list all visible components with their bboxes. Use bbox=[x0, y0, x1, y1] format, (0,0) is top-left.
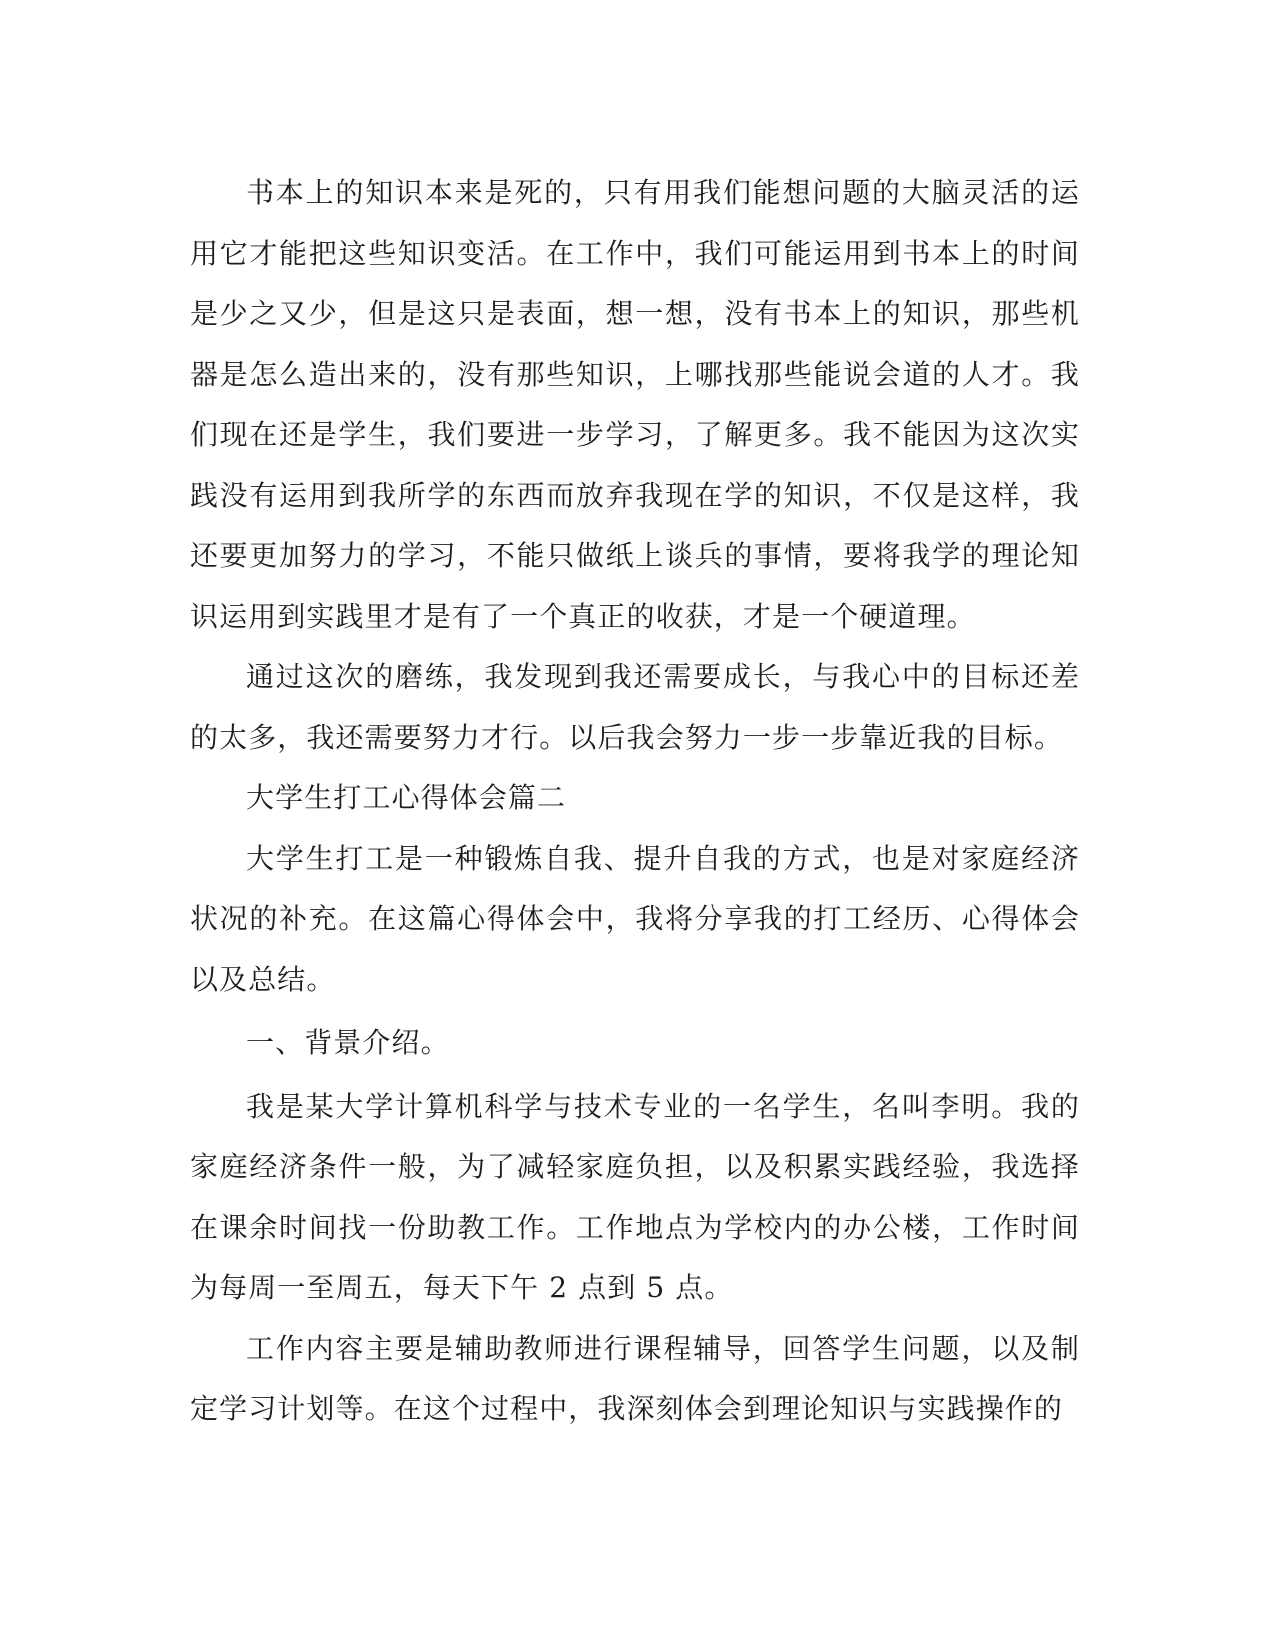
paragraph-tempering: 通过这次的磨练，我发现到我还需要成长，与我心中的目标还差的太多，我还需要努力才行。以后我会努力一步一步靠近我的目标。 bbox=[190, 660, 1080, 754]
paragraph-intro: 大学生打工是一种锻炼自我、提升自我的方式，也是对家庭经济状况的补充。在这篇心得体会中，我将分享我的打工经历、心得体会以及总结。 bbox=[190, 841, 1080, 996]
paragraph-background-detail: 我是某大学计算机科学与技术专业的一名学生，名叫李明。我的家庭经济条件一般，为了减轻家庭负担，以及积累实践经验，我选择在课余时间找一份助教工作。工作地点为学校内的办公楼，工作时间为每周一至周五，每天下午 2 点到 5 点。 bbox=[190, 1089, 1080, 1304]
document-body bbox=[190, 163, 1080, 1440]
paragraph-work-content: 工作内容主要是辅助教师进行课程辅导，回答学生问题，以及制定学习计划等。在这个过程中，我深刻体会到理论知识与实践操作的 bbox=[190, 1331, 1080, 1425]
subheading-background: 一、背景介绍。 bbox=[246, 1026, 450, 1059]
section-heading-part-two: 大学生打工心得体会篇二 bbox=[246, 781, 567, 814]
paragraph-books-knowledge: 书本上的知识本来是死的，只有用我们能想问题的大脑灵活的运用它才能把这些知识变活。在工作中，我们可能运用到书本上的时间是少之又少，但是这只是表面，想一想，没有书本上的知识，那些机器是怎么造出来的，没有那些知识，上哪找那些能说会道的人才。我们现在还是学生，我们要进一步学习，了解更多。我不能因为这次实践没有运用到我所学的东西而放弃我现在学的知识，不仅是这样，我还要更加努力的学习，不能只做纸上谈兵的事情，要将我学的理论知识运用到实践里才是有了一个真正的收获，才是一个硬道理。 bbox=[190, 176, 1080, 633]
